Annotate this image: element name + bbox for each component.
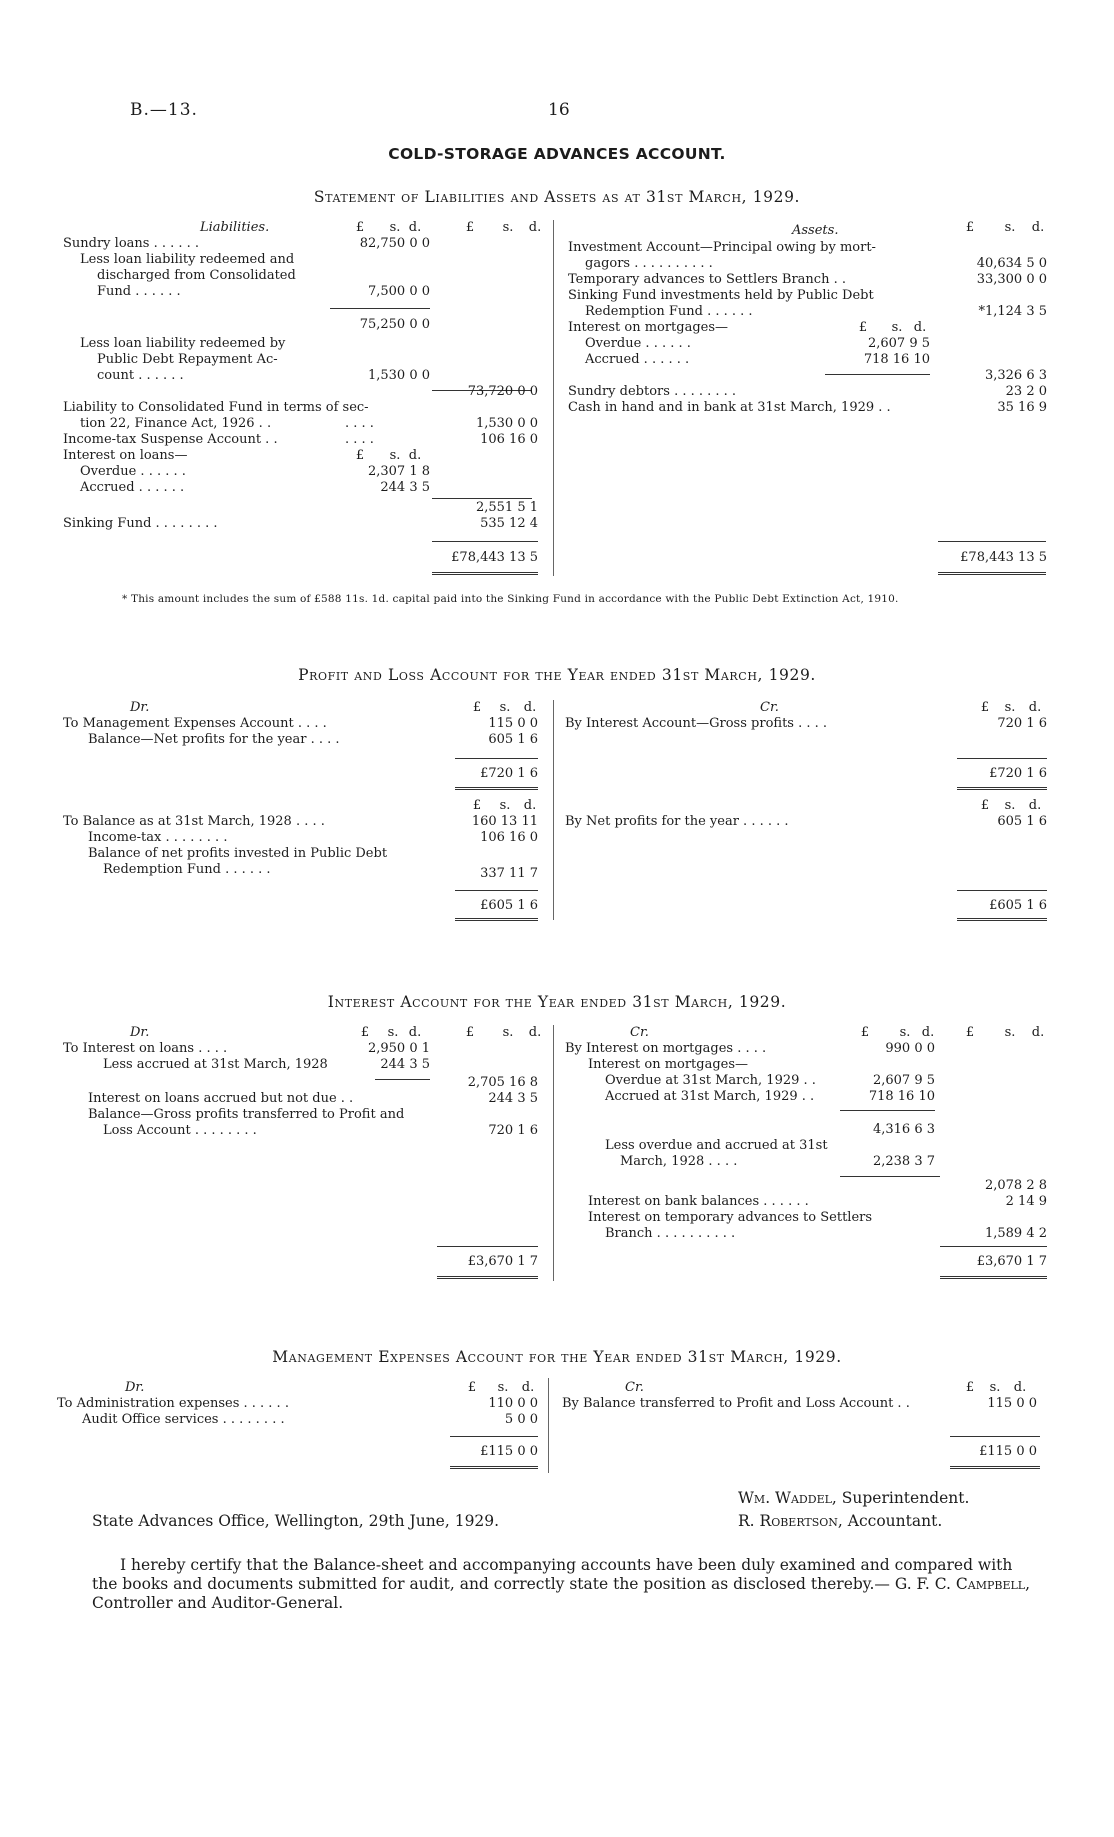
pound-sign: £ bbox=[465, 220, 475, 235]
shillings-sign: s. bbox=[389, 448, 401, 463]
shillings-sign: s. bbox=[1004, 798, 1016, 813]
total-rule bbox=[450, 1436, 538, 1437]
shillings-sign: s. bbox=[891, 320, 903, 335]
temporary-advances-value: 33,300 0 0 bbox=[976, 272, 1047, 287]
cash-label: Cash in hand and in bank at 31st March, 1929 . . bbox=[568, 400, 891, 415]
overdue-label: Overdue . . . . . . bbox=[80, 464, 186, 479]
less-loan-liability-label: Less loan liability redeemed and bbox=[80, 252, 295, 267]
total-rule bbox=[455, 758, 538, 759]
net-loans-value: 73,720 0 0 bbox=[467, 384, 538, 399]
total-double-rule bbox=[938, 572, 1046, 575]
interest-temporary-advances-label: Interest on temporary advances to Settlers bbox=[588, 1210, 873, 1225]
sundry-loans-label: Sundry loans . . . . . . bbox=[63, 236, 200, 251]
less-loan-redeemed-label: Public Debt Repayment Ac- bbox=[97, 352, 278, 367]
balance-net-profits-label: Balance—Net profits for the year . . . . bbox=[88, 732, 340, 747]
subtotal-rule bbox=[840, 1110, 935, 1111]
interest-mortgages-total-value: 3,326 6 3 bbox=[984, 368, 1047, 383]
pound-sign: £ bbox=[858, 320, 868, 335]
total-rule bbox=[938, 541, 1046, 542]
debit-total-value: £3,670 1 7 bbox=[467, 1254, 538, 1269]
leader-dots: . . . . bbox=[345, 432, 374, 447]
interest-on-mortgages-label: Interest on mortgages— bbox=[568, 320, 729, 335]
signatory-name: Wm. Waddel, bbox=[738, 1489, 837, 1507]
liabilities-heading: Liabilities. bbox=[200, 220, 270, 235]
total-rule bbox=[432, 541, 538, 542]
interest-mortgages-subtotal-value: 4,316 6 3 bbox=[872, 1122, 935, 1137]
interest-account-title: Interest Account for the Year ended 31st March, 1929. bbox=[327, 993, 787, 1011]
total-double-rule bbox=[455, 918, 538, 921]
less-loan-redeemed-value: 1,530 0 0 bbox=[367, 368, 430, 383]
interest-mortgages-net-value: 2,078 2 8 bbox=[984, 1178, 1047, 1193]
less-overdue-accrued-label: Less overdue and accrued at 31st bbox=[605, 1138, 828, 1153]
by-interest-account-label: By Interest Account—Gross profits . . . . bbox=[565, 716, 828, 731]
accrued-label: Accrued . . . . . . bbox=[585, 352, 690, 367]
interest-accrued-not-due-value: 244 3 5 bbox=[488, 1091, 538, 1106]
debit-heading: Dr. bbox=[130, 1025, 150, 1040]
to-management-expenses-label: To Management Expenses Account . . . . bbox=[63, 716, 327, 731]
to-management-expenses-value: 115 0 0 bbox=[488, 716, 538, 731]
interest-on-loans-label: Interest on loans— bbox=[63, 448, 188, 463]
sinking-fund-value: 535 12 4 bbox=[480, 516, 538, 531]
total-double-rule bbox=[940, 1276, 1047, 1279]
investment-account-value: 40,634 5 0 bbox=[976, 256, 1047, 271]
shillings-sign: s. bbox=[499, 700, 511, 715]
sinking-fund-label: Sinking Fund . . . . . . . . bbox=[63, 516, 218, 531]
audit-certificate bbox=[92, 1556, 1037, 1613]
less-loan-liability-label: discharged from Consolidated bbox=[97, 268, 296, 283]
liability-consolidated-label: tion 22, Finance Act, 1926 . . bbox=[80, 416, 272, 431]
pence-sign: d. bbox=[1028, 798, 1042, 813]
footnote: * This amount includes the sum of £588 11s. 1d. capital paid into the Sinking Fund in accordance with the Public Debt Extinction Act, 1910. bbox=[122, 593, 899, 605]
interest-total-value: 2,551 5 1 bbox=[475, 500, 538, 515]
less-accrued-value: 244 3 5 bbox=[380, 1057, 430, 1072]
less-loan-liability-label: Fund . . . . . . bbox=[97, 284, 181, 299]
shillings-sign: s. bbox=[1004, 220, 1016, 235]
balance-invested-label: Redemption Fund . . . . . . bbox=[103, 862, 271, 877]
pound-sign: £ bbox=[472, 700, 482, 715]
by-interest-on-mortgages-value: 990 0 0 bbox=[885, 1041, 935, 1056]
credit-total-value: £115 0 0 bbox=[979, 1444, 1037, 1459]
sinking-fund-investments-label: Sinking Fund investments held by Public Debt bbox=[568, 288, 874, 303]
assets-total-value: £78,443 13 5 bbox=[960, 550, 1047, 565]
shillings-sign: s. bbox=[502, 220, 514, 235]
office-location-date: State Advances Office, Wellington, 29th June, 1929. bbox=[92, 1512, 500, 1530]
shillings-sign: s. bbox=[899, 1025, 911, 1040]
income-tax-suspense-label: Income-tax Suspense Account . . bbox=[63, 432, 278, 447]
interest-bank-balances-label: Interest on bank balances . . . . . . bbox=[588, 1194, 809, 1209]
less-overdue-accrued-label: March, 1928 . . . . bbox=[620, 1154, 738, 1169]
debit-total-value: £720 1 6 bbox=[480, 766, 538, 781]
shillings-sign: s. bbox=[502, 1025, 514, 1040]
subtotal-rule bbox=[330, 308, 430, 309]
total-rule bbox=[940, 1246, 1047, 1247]
pound-sign: £ bbox=[965, 1380, 975, 1395]
administration-expenses-label: To Administration expenses . . . . . . bbox=[57, 1396, 289, 1411]
signatory-role: Accountant. bbox=[847, 1512, 943, 1530]
loans-subtotal-value: 75,250 0 0 bbox=[359, 317, 430, 332]
overdue-value: 2,307 1 8 bbox=[367, 464, 430, 479]
pence-sign: d. bbox=[528, 1025, 542, 1040]
sundry-debtors-value: 23 2 0 bbox=[1005, 384, 1047, 399]
signatory-role: Superintendent. bbox=[841, 1489, 970, 1507]
pence-sign: d. bbox=[523, 700, 537, 715]
to-interest-on-loans-label: To Interest on loans . . . . bbox=[63, 1041, 228, 1056]
pound-sign: £ bbox=[965, 1025, 975, 1040]
document-code: B.—13. bbox=[130, 100, 198, 120]
pence-sign: d. bbox=[408, 448, 422, 463]
pence-sign: d. bbox=[408, 220, 422, 235]
by-interest-on-mortgages-label: By Interest on mortgages . . . . bbox=[565, 1041, 767, 1056]
interest-accrued-not-due-label: Interest on loans accrued but not due . . bbox=[88, 1091, 354, 1106]
accrued-value: 244 3 5 bbox=[380, 480, 430, 495]
income-tax-value: 106 16 0 bbox=[480, 830, 538, 845]
by-net-profits-value: 605 1 6 bbox=[997, 814, 1047, 829]
to-interest-on-loans-value: 2,950 0 1 bbox=[367, 1041, 430, 1056]
accrued-label: Accrued . . . . . . bbox=[80, 480, 185, 495]
interest-temporary-advances-value: 1,589 4 2 bbox=[984, 1226, 1047, 1241]
by-balance-transferred-value: 115 0 0 bbox=[987, 1396, 1037, 1411]
balance-invested-value: 337 11 7 bbox=[480, 866, 538, 881]
total-double-rule bbox=[437, 1276, 538, 1279]
less-loan-redeemed-label: Less loan liability redeemed by bbox=[80, 336, 286, 351]
less-loan-liability-value: 7,500 0 0 bbox=[367, 284, 430, 299]
debit-heading: Dr. bbox=[125, 1380, 145, 1395]
auditor-name: G. F. C. Campbell, bbox=[894, 1575, 1031, 1593]
signatory-superintendent bbox=[738, 1489, 969, 1507]
accrued-label: Accrued at 31st March, 1929 . . bbox=[605, 1089, 815, 1104]
subtotal-rule bbox=[840, 1176, 940, 1177]
pence-sign: d. bbox=[528, 220, 542, 235]
accrued-value: 718 16 10 bbox=[863, 352, 930, 367]
audit-office-value: 5 0 0 bbox=[504, 1412, 538, 1427]
by-net-profits-label: By Net profits for the year . . . . . . bbox=[565, 814, 789, 829]
credit-total-value: £720 1 6 bbox=[989, 766, 1047, 781]
overdue-value: 2,607 9 5 bbox=[867, 336, 930, 351]
total-rule bbox=[437, 1246, 538, 1247]
balance-sheet-title: Statement of Liabilities and Assets as at 31st March, 1929. bbox=[313, 188, 801, 206]
total-rule bbox=[950, 1436, 1040, 1437]
investment-account-label: gagors . . . . . . . . . . bbox=[585, 256, 713, 271]
pence-sign: d. bbox=[1031, 220, 1045, 235]
management-expenses-title: Management Expenses Account for the Year ended 31st March, 1929. bbox=[272, 1348, 842, 1366]
column-divider bbox=[553, 700, 554, 920]
to-balance-label: To Balance as at 31st March, 1928 . . . . bbox=[63, 814, 325, 829]
auditor-role: Controller and Auditor-General. bbox=[92, 1594, 344, 1612]
total-double-rule bbox=[455, 787, 538, 790]
interest-on-mortgages-label: Interest on mortgages— bbox=[588, 1057, 749, 1072]
pence-sign: d. bbox=[1013, 1380, 1027, 1395]
page-title: COLD-STORAGE ADVANCES ACCOUNT. bbox=[388, 145, 726, 163]
signatory-name: R. Robertson, bbox=[738, 1512, 843, 1530]
audit-office-label: Audit Office services . . . . . . . . bbox=[82, 1412, 285, 1427]
pence-sign: d. bbox=[1028, 700, 1042, 715]
subtotal-rule bbox=[825, 374, 930, 375]
liability-consolidated-value: 1,530 0 0 bbox=[475, 416, 538, 431]
shillings-sign: s. bbox=[499, 798, 511, 813]
balance-gross-profits-label: Loss Account . . . . . . . . bbox=[103, 1123, 257, 1138]
to-balance-value: 160 13 11 bbox=[471, 814, 538, 829]
assets-heading: Assets. bbox=[792, 223, 839, 238]
pence-sign: d. bbox=[521, 1380, 535, 1395]
balance-net-profits-value: 605 1 6 bbox=[488, 732, 538, 747]
total-rule bbox=[957, 890, 1047, 891]
pound-sign: £ bbox=[355, 220, 365, 235]
shillings-sign: s. bbox=[1004, 700, 1016, 715]
shillings-sign: s. bbox=[1004, 1025, 1016, 1040]
debit-total-value: £605 1 6 bbox=[480, 898, 538, 913]
leader-dots: . . . . bbox=[345, 416, 374, 431]
debit-heading: Dr. bbox=[130, 700, 150, 715]
pound-sign: £ bbox=[965, 220, 975, 235]
less-accrued-label: Less accrued at 31st March, 1928 bbox=[103, 1057, 328, 1072]
total-rule bbox=[455, 890, 538, 891]
pound-sign: £ bbox=[860, 1025, 870, 1040]
administration-expenses-value: 110 0 0 bbox=[488, 1396, 538, 1411]
balance-gross-profits-label: Balance—Gross profits transferred to Profit and bbox=[88, 1107, 405, 1122]
total-rule bbox=[957, 758, 1047, 759]
total-double-rule bbox=[957, 918, 1047, 921]
investment-account-label: Investment Account—Principal owing by mort- bbox=[568, 240, 876, 255]
credit-total-value: £605 1 6 bbox=[989, 898, 1047, 913]
pence-sign: d. bbox=[921, 1025, 935, 1040]
interest-bank-balances-value: 2 14 9 bbox=[1005, 1194, 1047, 1209]
interest-net-value: 2,705 16 8 bbox=[467, 1075, 538, 1090]
signatory-accountant bbox=[738, 1512, 942, 1530]
credit-heading: Cr. bbox=[630, 1025, 649, 1040]
total-double-rule bbox=[950, 1466, 1040, 1469]
shillings-sign: s. bbox=[387, 1025, 399, 1040]
liability-consolidated-label: Liability to Consolidated Fund in terms of sec- bbox=[63, 400, 369, 415]
overdue-label: Overdue at 31st March, 1929 . . bbox=[605, 1073, 816, 1088]
balance-gross-profits-value: 720 1 6 bbox=[488, 1123, 538, 1138]
column-divider bbox=[553, 220, 554, 576]
balance-invested-label: Balance of net profits invested in Public Debt bbox=[88, 846, 388, 861]
pound-sign: £ bbox=[980, 798, 990, 813]
pound-sign: £ bbox=[467, 1380, 477, 1395]
credit-heading: Cr. bbox=[625, 1380, 644, 1395]
page-number: 16 bbox=[548, 100, 570, 120]
credit-total-value: £3,670 1 7 bbox=[976, 1254, 1047, 1269]
pound-sign: £ bbox=[465, 1025, 475, 1040]
column-divider bbox=[553, 1025, 554, 1281]
certificate-text: I hereby certify that the Balance-sheet and accompanying accounts have been duly examined and compared with the books and documents submitted for audit, and correctly state the position as disclosed thereby.— bbox=[92, 1556, 1013, 1593]
pound-sign: £ bbox=[360, 1025, 370, 1040]
debit-total-value: £115 0 0 bbox=[480, 1444, 538, 1459]
cash-value: 35 16 9 bbox=[997, 400, 1047, 415]
by-interest-account-value: 720 1 6 bbox=[997, 716, 1047, 731]
income-tax-suspense-value: 106 16 0 bbox=[480, 432, 538, 447]
pound-sign: £ bbox=[355, 448, 365, 463]
sundry-debtors-label: Sundry debtors . . . . . . . . bbox=[568, 384, 737, 399]
pound-sign: £ bbox=[472, 798, 482, 813]
shillings-sign: s. bbox=[989, 1380, 1001, 1395]
total-double-rule bbox=[450, 1466, 538, 1469]
overdue-value: 2,607 9 5 bbox=[872, 1073, 935, 1088]
interest-temporary-advances-label: Branch . . . . . . . . . . bbox=[605, 1226, 736, 1241]
column-divider bbox=[548, 1378, 549, 1473]
profit-loss-title: Profit and Loss Account for the Year ended 31st March, 1929. bbox=[298, 666, 816, 684]
liabilities-total-value: £78,443 13 5 bbox=[451, 550, 538, 565]
pence-sign: d. bbox=[1031, 1025, 1045, 1040]
total-double-rule bbox=[957, 787, 1047, 790]
pence-sign: d. bbox=[408, 1025, 422, 1040]
overdue-label: Overdue . . . . . . bbox=[585, 336, 691, 351]
accrued-value: 718 16 10 bbox=[868, 1089, 935, 1104]
less-overdue-accrued-value: 2,238 3 7 bbox=[872, 1154, 935, 1169]
shillings-sign: s. bbox=[497, 1380, 509, 1395]
pence-sign: d. bbox=[913, 320, 927, 335]
credit-heading: Cr. bbox=[760, 700, 779, 715]
subtotal-rule bbox=[432, 498, 532, 499]
pound-sign: £ bbox=[980, 700, 990, 715]
less-loan-redeemed-label: count . . . . . . bbox=[97, 368, 184, 383]
by-balance-transferred-label: By Balance transferred to Profit and Loss Account . . bbox=[562, 1396, 910, 1411]
temporary-advances-label: Temporary advances to Settlers Branch . . bbox=[568, 272, 846, 287]
sinking-fund-investments-value: *1,124 3 5 bbox=[978, 304, 1047, 319]
income-tax-label: Income-tax . . . . . . . . bbox=[88, 830, 228, 845]
shillings-sign: s. bbox=[389, 220, 401, 235]
sundry-loans-value: 82,750 0 0 bbox=[359, 236, 430, 251]
total-double-rule bbox=[432, 572, 538, 575]
sinking-fund-investments-label: Redemption Fund . . . . . . bbox=[585, 304, 753, 319]
pence-sign: d. bbox=[523, 798, 537, 813]
